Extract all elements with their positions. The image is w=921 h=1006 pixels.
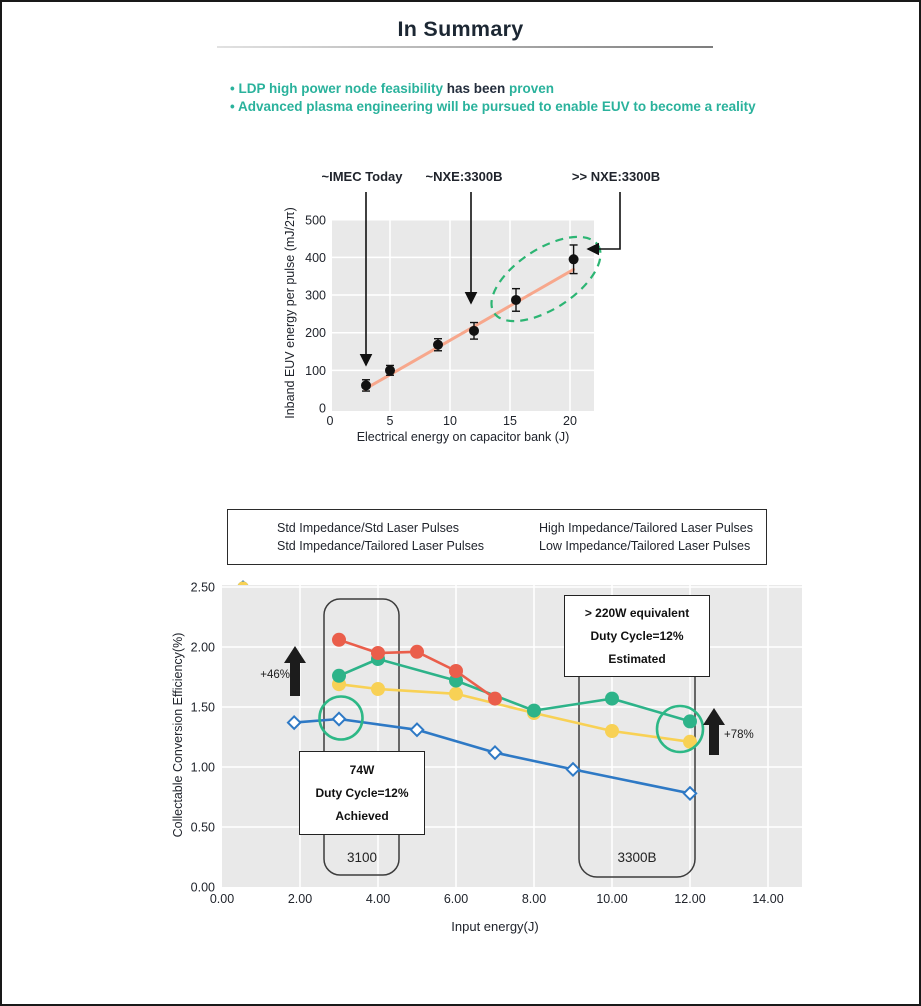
- svg-text:0.00: 0.00: [190, 880, 215, 895]
- svg-text:100: 100: [305, 363, 326, 378]
- legend-marker-yellow-circle: [502, 539, 532, 553]
- svg-text:12.00: 12.00: [674, 892, 706, 906]
- pill-label-3300b: 3300B: [617, 850, 657, 865]
- svg-text:15: 15: [503, 414, 517, 428]
- annotation-gt-nxe3300b: >> NXE:3300B: [571, 169, 661, 184]
- svg-text:14.00: 14.00: [752, 892, 784, 906]
- svg-text:2.00: 2.00: [287, 892, 313, 906]
- euv-energy-chart: [272, 167, 692, 467]
- svg-text:200: 200: [305, 326, 326, 341]
- efficiency-x-axis-label: Input energy(J): [451, 919, 539, 934]
- legend-item-high-tailored: [502, 521, 766, 535]
- svg-text:2.50: 2.50: [190, 580, 215, 595]
- svg-text:20: 20: [563, 414, 577, 428]
- svg-text:4.00: 4.00: [365, 892, 391, 906]
- estimated-line-1: > 220W equivalent: [584, 606, 690, 620]
- svg-text:0: 0: [326, 414, 334, 428]
- svg-text:10.00: 10.00: [596, 892, 628, 906]
- conversion-efficiency-plot: [162, 572, 842, 922]
- legend-marker-blue-diamond: [240, 521, 270, 535]
- bullet-2-text: Advanced plasma engineering will be pursued to enable EUV to become a reality: [237, 99, 756, 114]
- legend-marker-red-circle: [502, 521, 532, 535]
- achieved-line-3: Achieved: [335, 809, 389, 823]
- summary-bullets: [230, 80, 756, 116]
- svg-text:10: 10: [443, 414, 457, 428]
- svg-text:2.00: 2.00: [190, 640, 215, 655]
- annotation-nxe3300b: ~NXE:3300B: [425, 169, 503, 184]
- bullet-2: • Advanced plasma engineering will be pursued to enable EUV to become a reality: [230, 99, 756, 114]
- achieved-line-1: 74W: [349, 763, 375, 777]
- conversion-efficiency-chart: [162, 502, 862, 972]
- legend-marker-green-circle: [240, 539, 270, 553]
- bullet-1-lead: LDP high power node feasibility: [238, 81, 444, 96]
- legend-label: Std Impedance/Std Laser Pulses: [277, 521, 460, 535]
- svg-text:6.00: 6.00: [443, 892, 469, 906]
- bullet-1-tail: proven: [509, 81, 555, 96]
- svg-text:0: 0: [319, 401, 326, 416]
- estimated-line-3: Estimated: [608, 652, 666, 666]
- legend-label: Low Impedance/Tailored Laser Pulses: [539, 539, 751, 553]
- euv-energy-plot: [272, 167, 692, 467]
- bullet-1: • LDP high power node feasibility has been proven: [230, 81, 555, 96]
- legend-label: High Impedance/Tailored Laser Pulses: [539, 521, 754, 535]
- legend-item-std-tailored: [240, 539, 502, 553]
- svg-text:1.00: 1.00: [190, 760, 215, 775]
- legend-item-low-tailored: [502, 539, 766, 553]
- svg-text:0.00: 0.00: [209, 892, 235, 906]
- legend-box: [227, 509, 767, 565]
- title-divider: [217, 46, 713, 48]
- euv-chart-y-axis-label: Inband EUV energy per pulse (mJ/2π): [283, 207, 297, 419]
- svg-text:300: 300: [305, 288, 326, 303]
- svg-text:8.00: 8.00: [521, 892, 547, 906]
- achieved-box: [299, 751, 425, 835]
- gain-left-label: +46%: [260, 669, 290, 681]
- page-title: In Summary: [397, 17, 524, 41]
- achieved-line-2: Duty Cycle=12%: [315, 786, 409, 800]
- estimated-line-2: Duty Cycle=12%: [590, 629, 684, 643]
- svg-text:5: 5: [386, 414, 394, 428]
- svg-text:1.50: 1.50: [190, 700, 215, 715]
- annotation-imec-today: ~IMEC Today: [321, 169, 403, 184]
- estimated-box: [564, 595, 710, 677]
- efficiency-y-axis-label: Collectable Conversion Efficiency(%): [171, 632, 185, 838]
- bullet-1-mid: has been: [443, 81, 510, 96]
- svg-text:400: 400: [305, 250, 326, 265]
- euv-chart-x-axis-label: Electrical energy on capacitor bank (J): [356, 430, 570, 444]
- gain-right-label: +78%: [724, 729, 754, 741]
- legend-label: Std Impedance/Tailored Laser Pulses: [277, 539, 485, 553]
- svg-text:0.50: 0.50: [190, 820, 215, 835]
- pill-label-3100: 3100: [346, 850, 378, 865]
- legend-item-std-std: [240, 521, 502, 535]
- svg-text:500: 500: [305, 213, 326, 228]
